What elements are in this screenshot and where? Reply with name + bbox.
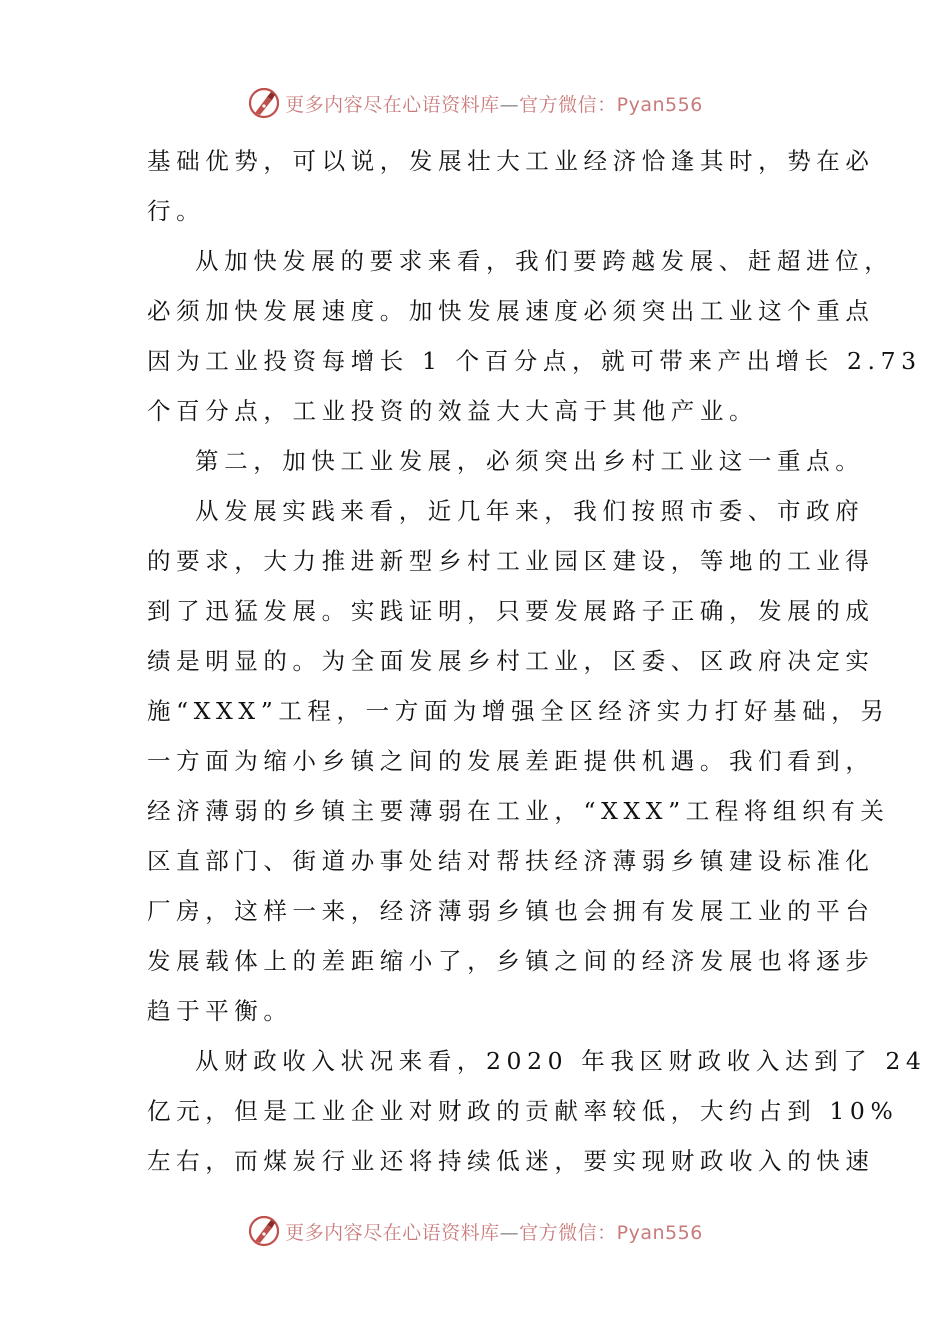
footer-banner — [0, 1211, 950, 1251]
text-line: 施“XXX”工程，一方面为增强全区经济实力打好基础，另 — [147, 697, 890, 725]
footer-banner-text — [285, 1218, 703, 1245]
text-line: 从发展实践来看，近几年来，我们按照市委、市政府 — [195, 497, 865, 525]
text-line: 区直部门、街道办事处结对帮扶经济薄弱乡镇建设标准化 — [147, 847, 875, 875]
text-line: 亿元，但是工业企业对财政的贡献率较低，大约占到 10% — [147, 1097, 899, 1125]
section-heading: 第二，加快工业发展，必须突出乡村工业这一重点。 — [195, 447, 865, 475]
text-line: 趋于平衡。 — [147, 997, 293, 1025]
text-line: 从加快发展的要求来看，我们要跨越发展、赶超进位， — [195, 247, 894, 275]
footer-banner-contact: 官方微信：Pyan556 — [519, 1221, 703, 1244]
header-banner-text — [285, 90, 703, 117]
text-line: 行。 — [147, 197, 206, 225]
text-line: 发展载体上的差距缩小了，乡镇之间的经济发展也将逐步 — [147, 947, 875, 975]
footer-banner-main: 更多内容尽在心语资料库 — [285, 1221, 500, 1244]
header-banner — [0, 83, 950, 123]
text-line: 到了迅猛发展。实践证明，只要发展路子正确，发展的成 — [147, 597, 875, 625]
text-line: 基础优势，可以说，发展壮大工业经济恰逢其时，势在必 — [147, 147, 875, 175]
text-line: 的要求，大力推进新型乡村工业园区建设，等地的工业得 — [147, 547, 875, 575]
text-line: 绩是明显的。为全面发展乡村工业，区委、区政府决定实 — [147, 647, 875, 675]
header-banner-contact: 官方微信：Pyan556 — [519, 93, 703, 116]
footer-banner-separator: — — [499, 1221, 520, 1244]
header-banner-main: 更多内容尽在心语资料库 — [285, 93, 500, 116]
header-banner-separator: — — [499, 93, 520, 116]
text-line: 经济薄弱的乡镇主要薄弱在工业，“XXX”工程将组织有关 — [147, 797, 890, 825]
text-line: 一方面为缩小乡镇之间的发展差距提供机遇。我们看到， — [147, 747, 875, 775]
pen-nib-logo-icon — [247, 1214, 281, 1248]
text-line: 个百分点，工业投资的效益大大高于其他产业。 — [147, 397, 759, 425]
pen-nib-logo-icon — [247, 86, 281, 120]
text-line: 左右，而煤炭行业还将持续低迷，要实现财政收入的快速 — [147, 1147, 875, 1175]
text-line: 必须加快发展速度。加快发展速度必须突出工业这个重点 — [147, 297, 875, 325]
text-line: 因为工业投资每增长 1 个百分点，就可带来产出增长 2.73 — [147, 347, 922, 375]
text-line: 厂房，这样一来，经济薄弱乡镇也会拥有发展工业的平台 — [147, 897, 875, 925]
text-line: 从财政收入状况来看，2020 年我区财政收入达到了 24 — [195, 1047, 927, 1075]
